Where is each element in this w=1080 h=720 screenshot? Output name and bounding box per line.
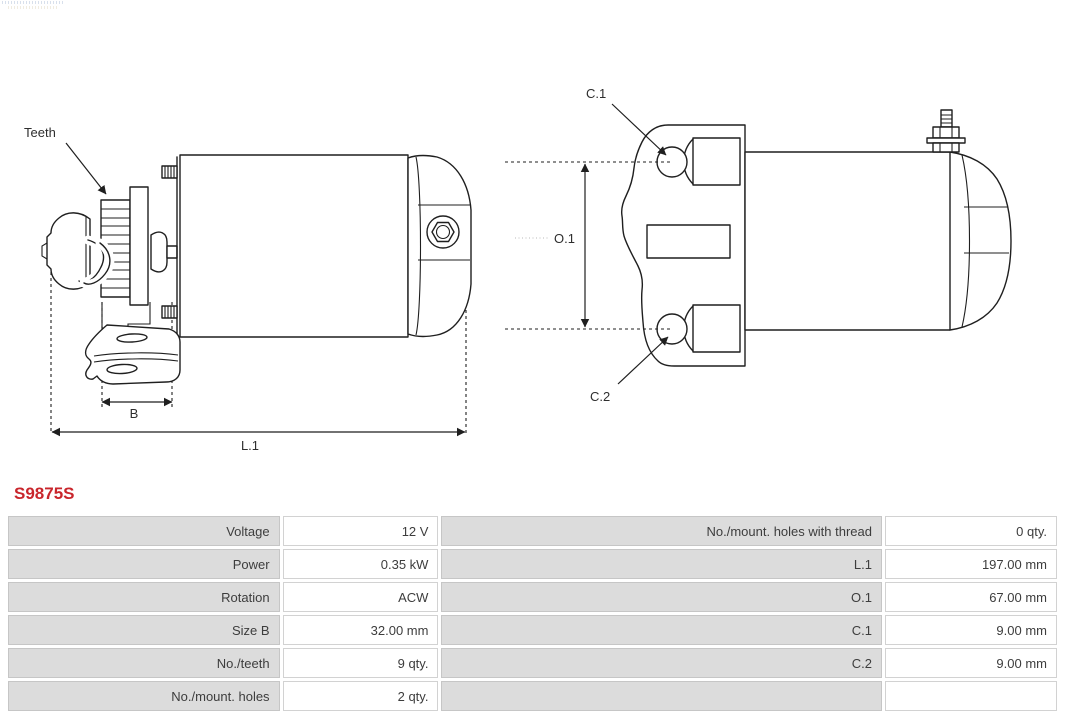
side-view-drawing (10, 112, 480, 462)
spec-label-cell: L.1 (441, 549, 882, 579)
teeth-callout-label: Teeth (24, 125, 56, 140)
bracket-step (102, 302, 150, 328)
shaft-neck (167, 246, 177, 258)
spec-table (5, 513, 1060, 714)
front-view-drawing (500, 78, 1040, 418)
teeth-callout-arrow (66, 143, 106, 194)
spec-label-cell: No./mount. holes (8, 681, 280, 711)
dimension-label-b: B (129, 406, 139, 421)
spec-label-cell: Rotation (8, 582, 280, 612)
callout-label-c1: C.1 (586, 86, 607, 101)
spec-value-cell: 0 qty. (885, 516, 1057, 546)
watermark-logo (2, 1, 64, 9)
spec-value-cell: 32.00 mm (283, 615, 439, 645)
table-row (8, 549, 1057, 579)
through-bolt-bottom (162, 306, 177, 318)
drive-end-cap (47, 213, 90, 289)
spec-label-cell: No./mount. holes with thread (441, 516, 882, 546)
spec-label-cell: Size B (8, 615, 280, 645)
spec-value-cell: 2 qty. (283, 681, 439, 711)
rear-cap (950, 152, 1011, 330)
spec-value-cell: 9 qty. (283, 648, 439, 678)
flange-window (647, 225, 730, 258)
rear-end-cap (408, 156, 471, 337)
spec-label-cell (441, 681, 882, 711)
spec-label-cell: C.1 (441, 615, 882, 645)
shaft-coupler (151, 232, 167, 272)
mounting-bracket (86, 325, 180, 384)
table-row (8, 582, 1057, 612)
spec-value-cell (885, 681, 1057, 711)
dimension-label-l1: L.1 (240, 438, 260, 453)
table-row (8, 681, 1057, 711)
spec-label-cell: O.1 (441, 582, 882, 612)
table-row (8, 516, 1057, 546)
spec-label-cell: C.2 (441, 648, 882, 678)
spec-value-cell: 197.00 mm (885, 549, 1057, 579)
spec-value-cell: 67.00 mm (885, 582, 1057, 612)
motor-body (745, 152, 950, 330)
spec-value-cell: 9.00 mm (885, 615, 1057, 645)
spec-label-cell: Voltage (8, 516, 280, 546)
callout-label-c2: C.2 (590, 389, 611, 404)
through-bolt-top (162, 166, 177, 178)
table-row (8, 648, 1057, 678)
dimension-label-o1: O.1 (554, 231, 575, 246)
table-row (8, 615, 1057, 645)
spec-label-cell: Power (8, 549, 280, 579)
terminal-stud (927, 110, 965, 152)
spec-label-cell: No./teeth (8, 648, 280, 678)
spec-value-cell: 9.00 mm (885, 648, 1057, 678)
part-number-title: S9875S (14, 484, 75, 503)
motor-housing (180, 155, 408, 337)
spec-value-cell: 0.35 kW (283, 549, 439, 579)
spec-value-cell: 12 V (283, 516, 439, 546)
spec-value-cell: ACW (283, 582, 439, 612)
